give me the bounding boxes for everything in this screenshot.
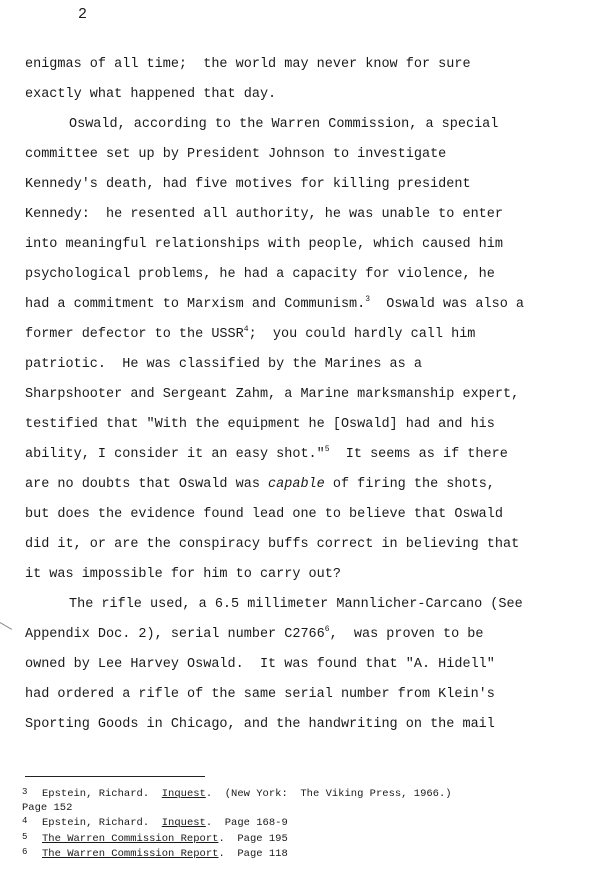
text-line: patriotic. He was classified by the Marines as a — [25, 357, 422, 372]
footnote-title: The Warren Commission Report — [42, 832, 219, 845]
footnote-number: 4 — [22, 816, 28, 826]
text-line: did it, or are the conspiracy buffs correct in believing that — [25, 537, 520, 552]
footnote-ref: 4 — [243, 325, 249, 334]
text-line: had ordered a rifle of the same serial number from Klein's — [25, 687, 495, 702]
text-segment: Appendix Doc. 2), serial number C2766 — [25, 627, 325, 642]
text-line: Sharpshooter and Sergeant Zahm, a Marine marksmanship expert, — [25, 387, 520, 402]
text-line: committee set up by President Johnson to investigate — [25, 147, 447, 162]
text-segment: had a commitment to Marxism and Communism. — [25, 297, 366, 312]
footnote-title: Inquest — [161, 788, 206, 800]
text-segment: It seems as if there — [329, 447, 508, 462]
page-number: 2 — [78, 6, 88, 23]
text-line: enigmas of all time; the world may never know for sure — [25, 57, 471, 72]
text-line: owned by Lee Harvey Oswald. It was found that "A. Hidell" — [25, 657, 495, 672]
text-line: testified that "With the equipment he [Oswald] had and his — [25, 417, 495, 432]
footnotes — [22, 786, 582, 862]
footnote-ref: 6 — [324, 625, 330, 634]
text-line — [25, 620, 585, 650]
footnote-detail: . Page 195 — [218, 832, 288, 845]
footnote-detail: . (New York: The Viking Press, 1966.) — [205, 788, 452, 800]
text-line: Sporting Goods in Chicago, and the handwriting on the mail — [25, 717, 495, 732]
footnote-author: Epstein, Richard. — [42, 788, 162, 800]
footnote-continuation: Page 152 — [22, 801, 73, 814]
footnote — [22, 786, 582, 802]
footnote — [22, 831, 582, 847]
text-line: but does the evidence found lead one to believe that Oswald — [25, 507, 503, 522]
text-segment: ability, I consider it an easy shot." — [25, 447, 325, 462]
footnote-author: Epstein, Richard. — [42, 817, 162, 829]
text-line — [25, 440, 585, 470]
text-line: into meaningful relationships with people, which caused him — [25, 237, 503, 252]
text-line: Kennedy's death, had five motives for killing president — [25, 177, 471, 192]
text-line: Kennedy: he resented all authority, he was unable to enter — [25, 207, 503, 222]
footnote-number: 5 — [22, 831, 28, 842]
text-segment: are no doubts that Oswald was — [25, 477, 269, 492]
text-line — [25, 290, 585, 320]
footnote-detail: . Page 168-9 — [205, 817, 288, 829]
footnote — [22, 815, 582, 831]
text-line: exactly what happened that day. — [25, 87, 277, 102]
footnote-title: The Warren Commission Report — [42, 848, 219, 860]
emphasis-text: capable — [268, 477, 325, 492]
text-line — [25, 470, 585, 500]
text-line — [25, 320, 585, 350]
text-line: it was impossible for him to carry out? — [25, 567, 341, 582]
footnote-divider — [25, 776, 205, 777]
text-segment: , was proven to be — [329, 627, 484, 642]
footnote-ref: 3 — [365, 295, 371, 304]
margin-mark — [0, 622, 12, 639]
text-segment: former defector to the USSR — [25, 327, 244, 342]
footnote-number: 6 — [22, 847, 28, 857]
text-segment: of firing the shots, — [324, 477, 495, 492]
text-line: psychological problems, he had a capacity for violence, he — [25, 267, 495, 282]
text-line: Oswald, according to the Warren Commission, a special — [69, 117, 499, 132]
footnote-ref: 5 — [324, 445, 330, 454]
footnote — [22, 846, 582, 862]
text-line: The rifle used, a 6.5 millimeter Mannlicher-Carcano (See — [69, 597, 523, 612]
footnote-title: Inquest — [161, 817, 206, 829]
footnote-number: 3 — [22, 787, 28, 797]
footnote-detail: . Page 118 — [218, 848, 288, 860]
text-segment: Oswald was also a — [370, 297, 525, 312]
body-text — [25, 50, 585, 740]
text-segment: ; you could hardly call him — [248, 327, 476, 342]
